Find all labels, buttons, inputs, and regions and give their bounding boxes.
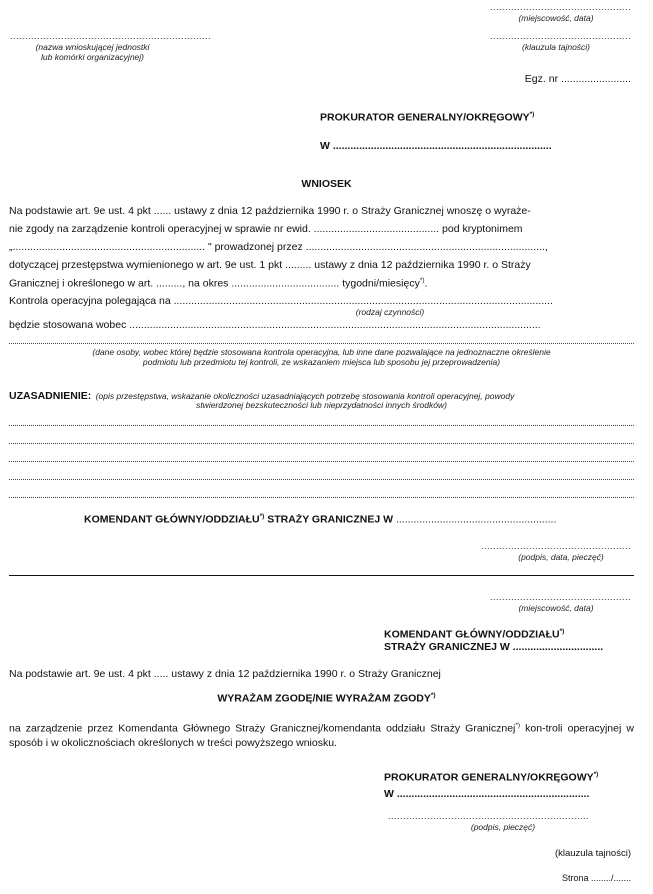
- wniosek-line-1: Na podstawie art. 9e ust. 4 pkt ...... ustawy z dnia 12 października 1990 r. o Straży Granicznej wnoszę o wyraże-: [9, 205, 531, 217]
- justification-line-2: [9, 443, 634, 444]
- justification-line-5: [9, 497, 634, 498]
- unit-name-dots: ...................................................................: [10, 31, 212, 41]
- page-number: Strona ......../.......: [561, 873, 631, 883]
- kontrola-line: Kontrola operacyjna polegająca na ..................................................................................................................................: [9, 295, 553, 307]
- uzasadnienie-caption-2: stwierdzonej bezskuteczności lub nieprzydatności innych środków): [196, 400, 447, 410]
- addressee-title: PROKURATOR GENERALNY/OKRĘGOWY*): [320, 111, 535, 124]
- kontrola-caption: (rodzaj czynności): [355, 307, 425, 317]
- decision-addressee-line-2: STRAŻY GRANICZNEJ W ...............................: [384, 641, 604, 653]
- person-caption-2: podmiotu lub przedmiotu tej kontroli, ze wskazaniem miejsca lub sposobu jej przeprowadzenia): [142, 357, 501, 367]
- decision-addressee-line-1: KOMENDANT GŁÓWNY/ODDZIAŁU*): [384, 628, 565, 641]
- wniosek-line-5: Granicznej i określonego w art. ........., na okres ..................................... tygodni/miesięcy*).: [9, 277, 428, 290]
- wobec-continuation-dots: [9, 343, 634, 344]
- addressee-w-line: W ...........................................................................: [320, 140, 552, 152]
- consent-title: WYRAŻAM ZGODĘ/NIE WYRAŻAM ZGODY*): [217, 692, 436, 705]
- clause-caption: (klauzula tajności): [521, 42, 591, 52]
- decision-legal-basis: Na podstawie art. 9e ust. 4 pkt ..... ustawy z dnia 12 października 1990 r. o Straży Granicznej: [9, 668, 441, 680]
- place-date-caption: (miejscowość, data): [518, 13, 594, 23]
- wobec-line: będzie stosowana wobec .............................................................................................................................................: [9, 319, 541, 331]
- wniosek-line-4: dotyczącej przestępstwa wymienionego w art. 9e ust. 1 pkt ......... ustawy z dnia 12 października 1990 r. o Straży: [9, 259, 531, 271]
- clause-dots: ...............................................: [489, 31, 631, 41]
- wniosek-line-2: nie zgody na zarządzenie kontroli operacyjnej w sprawie nr ewid. ........................................... pod kryptonimem: [9, 223, 523, 235]
- prosecutor-signature-caption: (podpis, pieczęć): [470, 822, 536, 832]
- justification-line-4: [9, 479, 634, 480]
- komendant-signature-dots: ..................................................: [480, 541, 631, 551]
- justification-line-3: [9, 461, 634, 462]
- prosecutor-title: PROKURATOR GENERALNY/OKRĘGOWY*): [384, 771, 599, 784]
- uzasadnienie-label: UZASADNIENIE:: [9, 390, 92, 402]
- prosecutor-w-line: W ..................................................................: [384, 788, 590, 800]
- decision-body: na zarządzenie przez Komendanta Głównego Straży Granicznej/komendanta oddziału Straży Granicznej*) kon-troli operacyjnej w sposób i w okolicznościach określonych w treści powyższego wniosku.: [9, 722, 634, 749]
- prosecutor-signature-dots: ...................................................................: [388, 811, 590, 821]
- unit-name-caption-1: (nazwa wnioskującej jednostki: [35, 42, 150, 52]
- wniosek-title: WNIOSEK: [301, 178, 352, 190]
- komendant-signature-caption: (podpis, data, pieczęć): [518, 552, 604, 562]
- person-caption-1: (dane osoby, wobec której będzie stosowana kontrola operacyjna, lub inne dane pozwalające na jednoznaczne określenie: [92, 347, 551, 357]
- section-divider: [9, 575, 634, 576]
- justification-line-1: [9, 425, 634, 426]
- place-date-dots: ...............................................: [489, 2, 631, 12]
- komendant-signature-title: KOMENDANT GŁÓWNY/ODDZIAŁU*) STRAŻY GRANICZNEJ W .......................................................: [84, 513, 557, 526]
- copy-number: Egz. nr ........................: [524, 73, 631, 85]
- uzasadnienie-caption-1: (opis przestępstwa, wskazanie okoliczności uzasadniających potrzebę stosowania kontroli operacyjnej, powody: [95, 391, 515, 401]
- wniosek-line-3: „.................................................................. " prowadzonej przez ..................................................................................,: [9, 241, 548, 253]
- decision-place-date-dots: ...............................................: [489, 592, 631, 602]
- unit-name-caption-2: lub komórki organizacyjnej): [41, 52, 144, 62]
- bottom-clause: (klauzula tajności): [554, 848, 631, 859]
- decision-place-date-caption: (miejscowość, data): [518, 603, 594, 613]
